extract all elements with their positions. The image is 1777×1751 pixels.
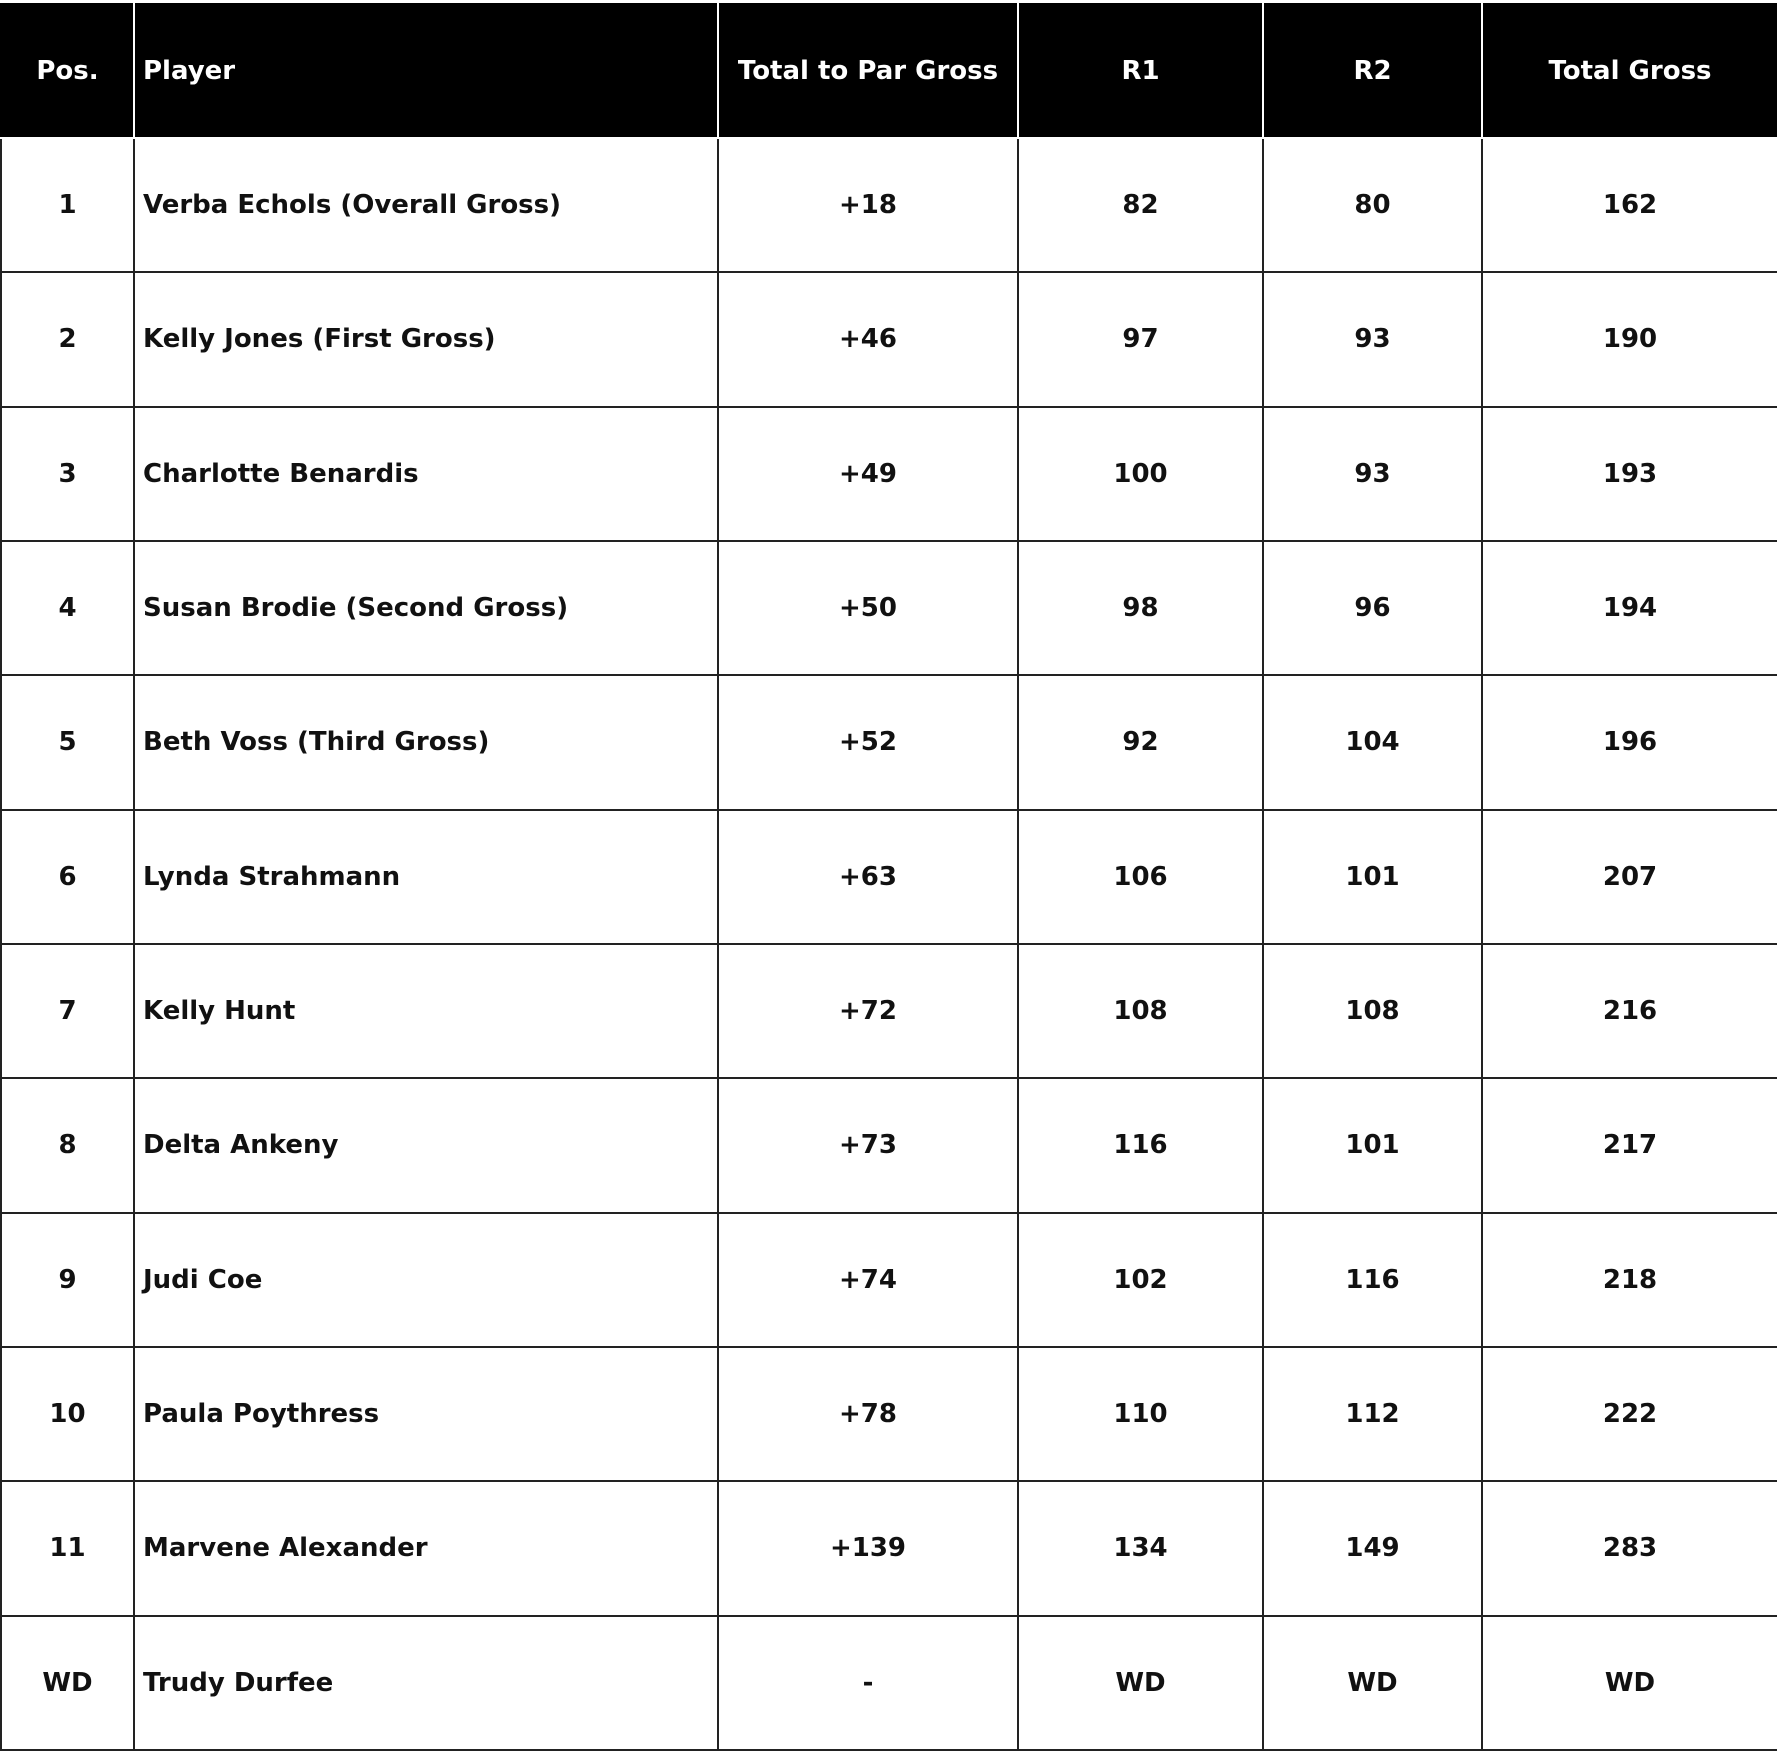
cell-to-par: +74 bbox=[718, 1213, 1018, 1347]
cell-pos: 3 bbox=[1, 407, 134, 541]
table-row bbox=[1, 138, 1777, 272]
cell-to-par: +49 bbox=[718, 407, 1018, 541]
cell-pos: 2 bbox=[1, 272, 134, 406]
cell-total: WD bbox=[1482, 1616, 1777, 1750]
cell-player: Trudy Durfee bbox=[134, 1616, 718, 1750]
table-row bbox=[1, 675, 1777, 809]
cell-pos: 1 bbox=[1, 138, 134, 272]
header-pos: Pos. bbox=[1, 4, 134, 138]
cell-to-par: +50 bbox=[718, 541, 1018, 675]
cell-r1: 82 bbox=[1018, 138, 1263, 272]
cell-to-par: - bbox=[718, 1616, 1018, 1750]
header-to-par: Total to Par Gross bbox=[718, 4, 1018, 138]
table-row bbox=[1, 407, 1777, 541]
cell-pos: 11 bbox=[1, 1481, 134, 1615]
cell-total: 162 bbox=[1482, 138, 1777, 272]
cell-r2: 80 bbox=[1263, 138, 1482, 272]
cell-pos: 4 bbox=[1, 541, 134, 675]
cell-total: 217 bbox=[1482, 1078, 1777, 1212]
cell-player: Marvene Alexander bbox=[134, 1481, 718, 1615]
table-row bbox=[1, 1213, 1777, 1347]
cell-r2: 101 bbox=[1263, 1078, 1482, 1212]
table-row bbox=[1, 541, 1777, 675]
header-r1: R1 bbox=[1018, 4, 1263, 138]
cell-total: 193 bbox=[1482, 407, 1777, 541]
cell-r1: 100 bbox=[1018, 407, 1263, 541]
cell-pos: 10 bbox=[1, 1347, 134, 1481]
cell-r1: 108 bbox=[1018, 944, 1263, 1078]
header-player: Player bbox=[134, 4, 718, 138]
cell-r2: 96 bbox=[1263, 541, 1482, 675]
table-row bbox=[1, 944, 1777, 1078]
cell-r2: 112 bbox=[1263, 1347, 1482, 1481]
cell-total: 207 bbox=[1482, 810, 1777, 944]
cell-to-par: +18 bbox=[718, 138, 1018, 272]
table-row bbox=[1, 1078, 1777, 1212]
cell-r2: 149 bbox=[1263, 1481, 1482, 1615]
cell-r1: 116 bbox=[1018, 1078, 1263, 1212]
cell-player: Paula Poythress bbox=[134, 1347, 718, 1481]
cell-r2: 93 bbox=[1263, 272, 1482, 406]
cell-r1: 102 bbox=[1018, 1213, 1263, 1347]
cell-r2: WD bbox=[1263, 1616, 1482, 1750]
cell-pos: 8 bbox=[1, 1078, 134, 1212]
header-total: Total Gross bbox=[1482, 4, 1777, 138]
cell-to-par: +139 bbox=[718, 1481, 1018, 1615]
cell-pos: 6 bbox=[1, 810, 134, 944]
cell-r2: 104 bbox=[1263, 675, 1482, 809]
cell-player: Judi Coe bbox=[134, 1213, 718, 1347]
cell-player: Kelly Jones (First Gross) bbox=[134, 272, 718, 406]
cell-r1: 106 bbox=[1018, 810, 1263, 944]
cell-total: 216 bbox=[1482, 944, 1777, 1078]
cell-to-par: +72 bbox=[718, 944, 1018, 1078]
table-row bbox=[1, 1347, 1777, 1481]
cell-total: 196 bbox=[1482, 675, 1777, 809]
cell-r1: 97 bbox=[1018, 272, 1263, 406]
cell-pos: WD bbox=[1, 1616, 134, 1750]
cell-total: 283 bbox=[1482, 1481, 1777, 1615]
cell-r2: 93 bbox=[1263, 407, 1482, 541]
cell-to-par: +52 bbox=[718, 675, 1018, 809]
table-row bbox=[1, 810, 1777, 944]
cell-r1: 92 bbox=[1018, 675, 1263, 809]
cell-player: Susan Brodie (Second Gross) bbox=[134, 541, 718, 675]
cell-to-par: +46 bbox=[718, 272, 1018, 406]
cell-player: Delta Ankeny bbox=[134, 1078, 718, 1212]
cell-pos: 5 bbox=[1, 675, 134, 809]
cell-r2: 116 bbox=[1263, 1213, 1482, 1347]
cell-player: Verba Echols (Overall Gross) bbox=[134, 138, 718, 272]
cell-total: 218 bbox=[1482, 1213, 1777, 1347]
table-row bbox=[1, 1481, 1777, 1615]
cell-r1: 110 bbox=[1018, 1347, 1263, 1481]
cell-total: 194 bbox=[1482, 541, 1777, 675]
cell-total: 222 bbox=[1482, 1347, 1777, 1481]
cell-pos: 7 bbox=[1, 944, 134, 1078]
cell-r1: 134 bbox=[1018, 1481, 1263, 1615]
cell-pos: 9 bbox=[1, 1213, 134, 1347]
cell-player: Beth Voss (Third Gross) bbox=[134, 675, 718, 809]
cell-player: Charlotte Benardis bbox=[134, 407, 718, 541]
cell-to-par: +78 bbox=[718, 1347, 1018, 1481]
cell-total: 190 bbox=[1482, 272, 1777, 406]
cell-player: Kelly Hunt bbox=[134, 944, 718, 1078]
cell-r1: 98 bbox=[1018, 541, 1263, 675]
cell-to-par: +73 bbox=[718, 1078, 1018, 1212]
cell-to-par: +63 bbox=[718, 810, 1018, 944]
cell-r2: 108 bbox=[1263, 944, 1482, 1078]
leaderboard-table bbox=[0, 3, 1777, 1751]
header-row bbox=[1, 4, 1777, 138]
header-r2: R2 bbox=[1263, 4, 1482, 138]
cell-player: Lynda Strahmann bbox=[134, 810, 718, 944]
table-row bbox=[1, 272, 1777, 406]
table-row bbox=[1, 1616, 1777, 1750]
cell-r2: 101 bbox=[1263, 810, 1482, 944]
cell-r1: WD bbox=[1018, 1616, 1263, 1750]
